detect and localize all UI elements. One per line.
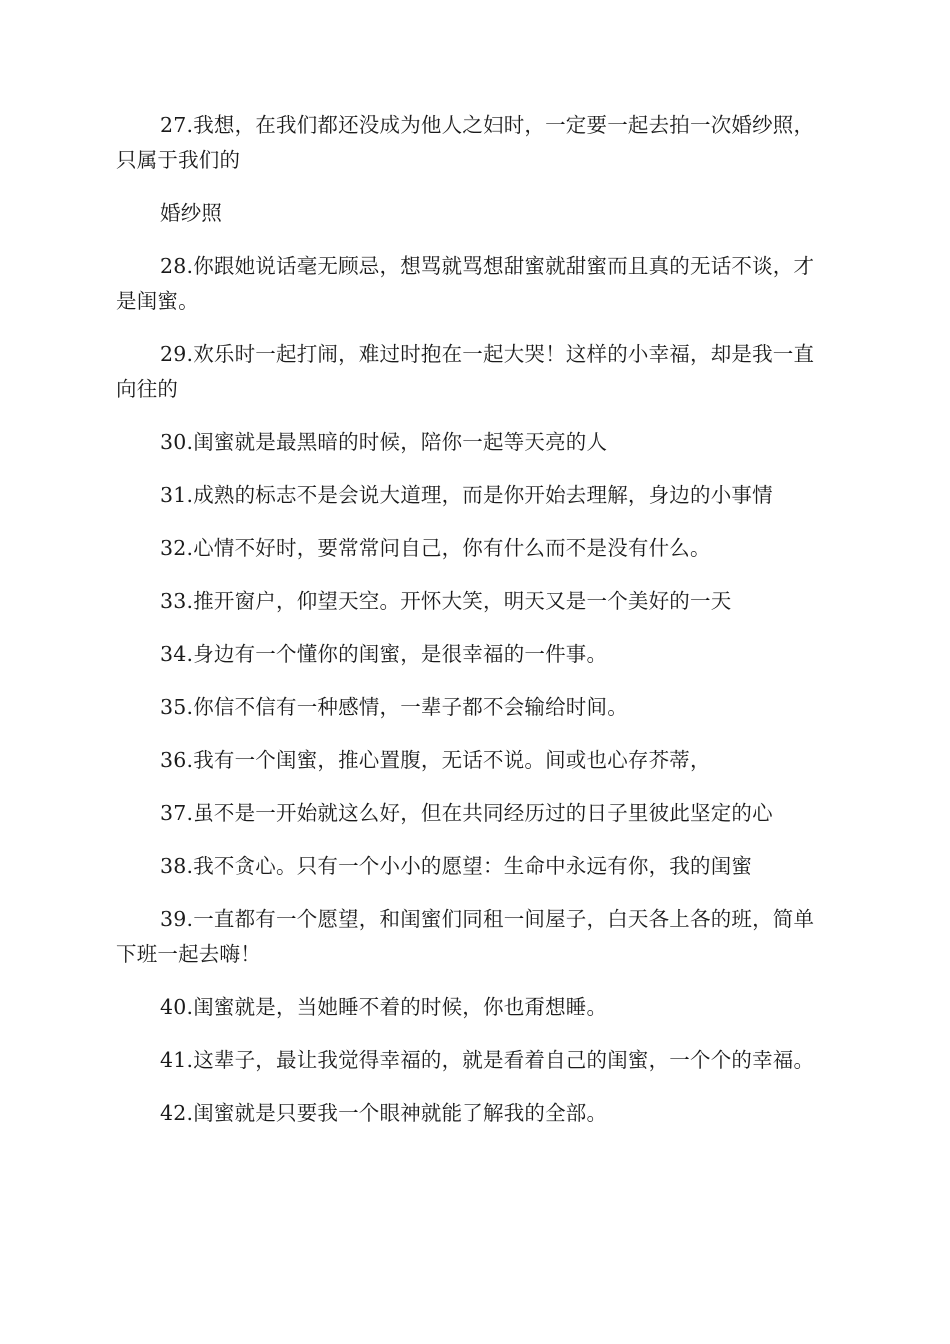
paragraph-33: 33.推开窗户，仰望天空。开怀大笑，明天又是一个美好的一天 bbox=[160, 589, 732, 613]
paragraph-42: 42.闺蜜就是只要我一个眼神就能了解我的全部。 bbox=[160, 1101, 608, 1125]
paragraph-30: 30.闺蜜就是最黑暗的时候，陪你一起等天亮的人 bbox=[160, 430, 608, 454]
paragraph-31: 31.成熟的标志不是会说大道理，而是你开始去理解，身边的小事情 bbox=[160, 483, 773, 507]
paragraph-37: 37.虽不是一开始就这么好，但在共同经历过的日子里彼此坚定的心 bbox=[160, 801, 773, 825]
paragraph-28: 28.你跟她说话毫无顾忌，想骂就骂想甜蜜就甜蜜而且真的无话不谈，才是闺蜜。 bbox=[116, 254, 815, 313]
paragraph-36: 36.我有一个闺蜜，推心置腹，无话不说。间或也心存芥蒂， bbox=[160, 748, 711, 772]
paragraph-38: 38.我不贪心。只有一个小小的愿望：生命中永远有你，我的闺蜜 bbox=[160, 854, 753, 878]
paragraph-32: 32.心情不好时，要常常问自己，你有什么而不是没有什么。 bbox=[160, 536, 711, 560]
paragraph-41: 41.这辈子，最让我觉得幸福的，就是看着自己的闺蜜，一个个的幸福。 bbox=[160, 1048, 815, 1072]
paragraph-27: 27.我想，在我们都还没成为他人之妇时，一定要一起去拍一次婚纱照，只属于我们的 bbox=[116, 113, 815, 172]
paragraph-29: 29.欢乐时一起打闹，难过时抱在一起大哭！这样的小幸福，却是我一直向往的 bbox=[116, 342, 815, 401]
paragraph-39: 39.一直都有一个愿望，和闺蜜们同租一间屋子，白天各上各的班，简单下班一起去嗨！ bbox=[116, 907, 815, 966]
paragraph-35: 35.你信不信有一种感情，一辈子都不会输给时间。 bbox=[160, 695, 628, 719]
paragraph-27-continued: 婚纱照 bbox=[160, 201, 223, 225]
paragraph-40: 40.闺蜜就是，当她睡不着的时候，你也甭想睡。 bbox=[160, 995, 608, 1019]
paragraph-34: 34.身边有一个懂你的闺蜜，是很幸福的一件事。 bbox=[160, 642, 608, 666]
